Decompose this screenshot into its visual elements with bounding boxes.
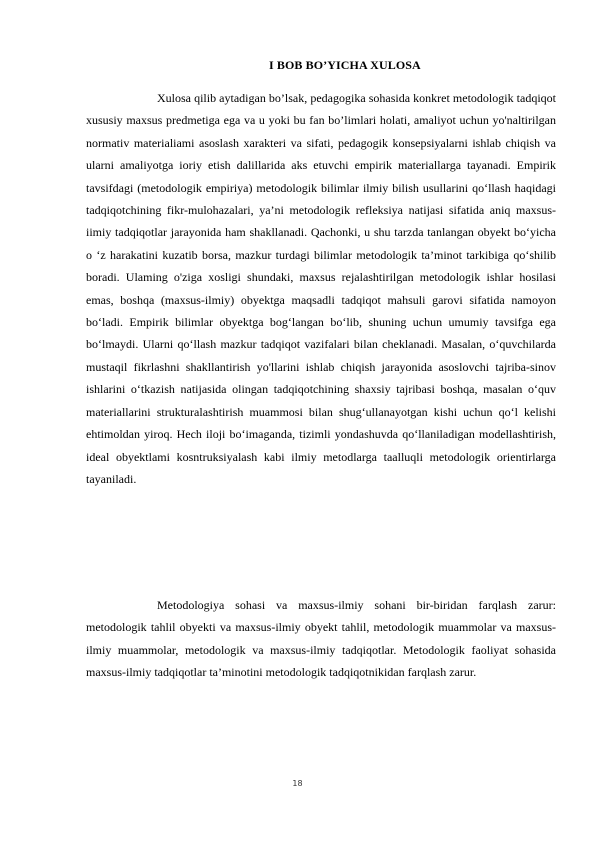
page-number: 18: [292, 779, 303, 788]
section-heading: I BOB BO’YICHA XULOSA: [269, 58, 421, 72]
paragraph-conclusion: Xulosa qilib aytadigan bo’lsak, pedagogika sohasida konkret metodologik tadqiqot xususiy maxsus predmetiga ega va u yoki bu fan bo’limlari holati, amaliyot uchun yo'naltirilgan normativ materialiami asoslash xarakteri va sifati, pedagogik konsepsiyalarni ishlab chiqish va ularni amaliyotga ioriy etish dalillarida aks etuvchi empirik materiallarga tayanadi. Empirik tavsifdagi (metodologik empiriya) metodologik bilimlar ilmiy bilish usullarini qo‘llash haqidagi tadqiqotchining fikr-mulohazalari, ya’ni metodologik refleksiya natijasi sifatida aniq maxsus-iimiy tadqiqotlar jarayonida ham shakllanadi. Qachonki, u shu tarzda tanlangan obyekt bo‘yicha o ‘z harakatini kuzatib borsa, mazkur turdagi bilimlar metodologik ta’minot tarkibiga qo‘shilib boradi. Ulaming o'ziga xosligi shundaki, maxsus rejalashtirilgan metodologik ishlar hosilasi emas, boshqa (maxsus-ilmiy) obyektga maqsadli tadqiqot mahsuli garovi sifatida namoyon bo‘ladi. Empirik bilimlar obyektga bog‘langan bo‘lib, shuning uchun umumiy tavsifga ega bo‘lmaydi. Ularni qo‘llash mazkur tadqiqot vazifalari bilan cheklanadi. Masalan, o‘quvchilarda mustaqil fikrlashni shakllantirish yo'llarini ishlab chiqish jarayonida asoslovchi tajriba-sinov ishlarini o‘tkazish natijasida olingan tadqiqotchining shaxsiy tajribasi boshqa, masalan o‘quv materiallarini strukturalashtirish muammosi bilan shug‘ullanayotgan kishi uchun qo‘l kelishi ehtimoldan yiroq. Hech iloji bo‘imaganda, tizimli yondashuvda qo‘llaniladigan modellashtirish, ideal obyektlami kosntruksiyalash kabi ilmiy metodlarga taalluqli metodologik orientirlarga tayaniladi.: [86, 91, 556, 486]
paragraph-methodology: Metodologiya sohasi va maxsus-ilmiy sohani bir-biridan farqlash zarur: metodologik tahlil obyekti va maxsus-ilmiy obyekt tahlil, metodologik muammolar va maxsus-ilmiy muammolar, metodologik va maxsus-ilmiy tadqiqotlar. Metodologik faoliyat sohasida maxsus-ilmiy tadqiqotlar ta’minotini metodologik tadqiqotnikidan farqlash zarur.: [86, 598, 556, 680]
